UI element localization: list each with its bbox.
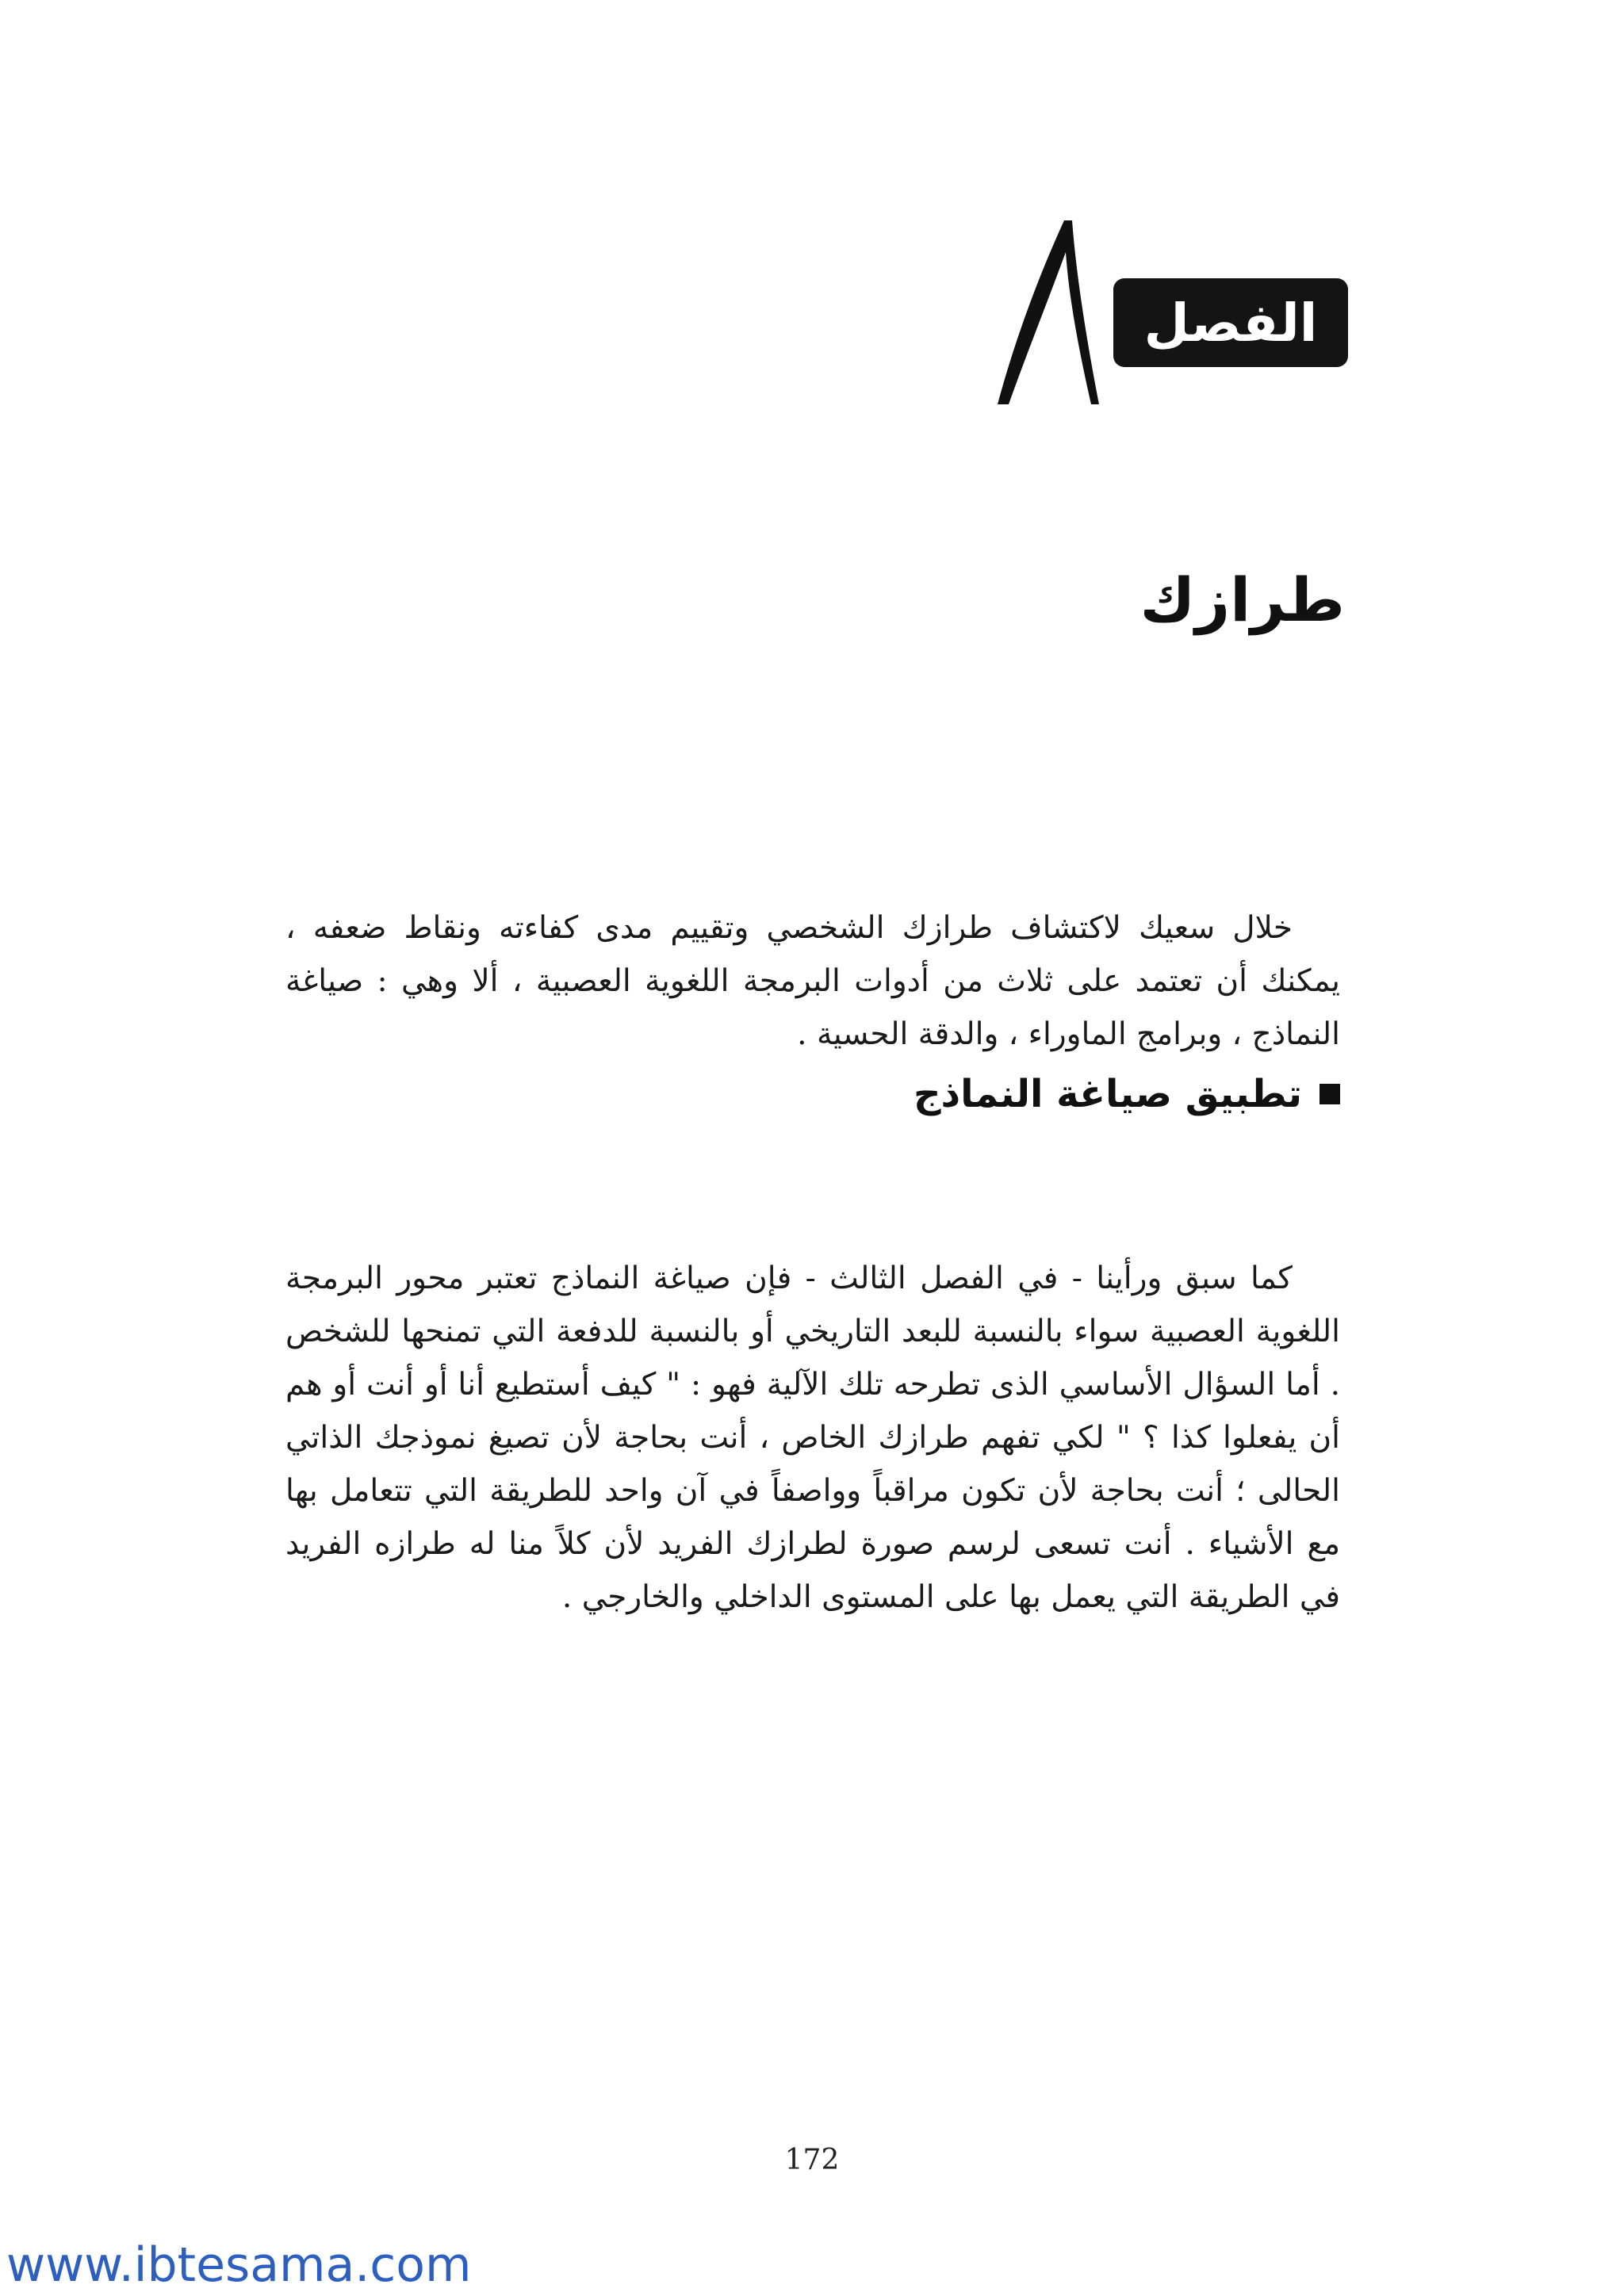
section-paragraph: كما سبق ورأينا - في الفصل الثالث - فإن صياغة النماذج تعتبر محور البرمجة اللغوية العصبية سواء بالنسبة للبعد التاريخي أو بالنسبة للدفعة التي تمنحها للشخص . أما السؤال الأساسي الذى تطرحه تلك الآلية فهو : " كيف أستطيع أنا أو أنت أو هم أن يفعلوا كذا ؟ " لكي تفهم طرازك الخاص ، أنت بحاجة لأن تصيغ نموذجك الذاتي الحالى ؛ أنت بحاجة لأن تكون مراقباً وواصفاً في آن واحد للطريقة التي تتعامل بها مع الأشياء . أنت تسعى لرسم صورة لطرازك الفريد لأن كلاً منا له طرازه الفريد في الطريقة التي يعمل بها على المستوى الداخلي والخارجي . [285,1261,1340,1615]
chapter-title: طرازك [1139,564,1345,635]
chapter-number-glyph [991,220,1102,406]
section-heading [914,1072,1340,1116]
watermark-link[interactable]: www.ibtesama.com [6,2237,472,2293]
section-heading-text: تطبيق صياغة النماذج [913,1072,1302,1116]
chapter-label: الفصل [1143,292,1318,354]
chapter-label-badge [1113,278,1348,367]
intro-paragraph: خلال سعيك لاكتشاف طرازك الشخصي وتقييم مدى كفاءته ونقاط ضعفه ، يمكنك أن تعتمد على ثلاث من أدوات البرمجة اللغوية العصبية ، ألا وهي : صياغة النماذج ، وبرامج الماوراء ، والدقة الحسية . [285,910,1340,1052]
square-bullet-icon [1320,1084,1340,1104]
page-number: 172 [784,2144,840,2176]
